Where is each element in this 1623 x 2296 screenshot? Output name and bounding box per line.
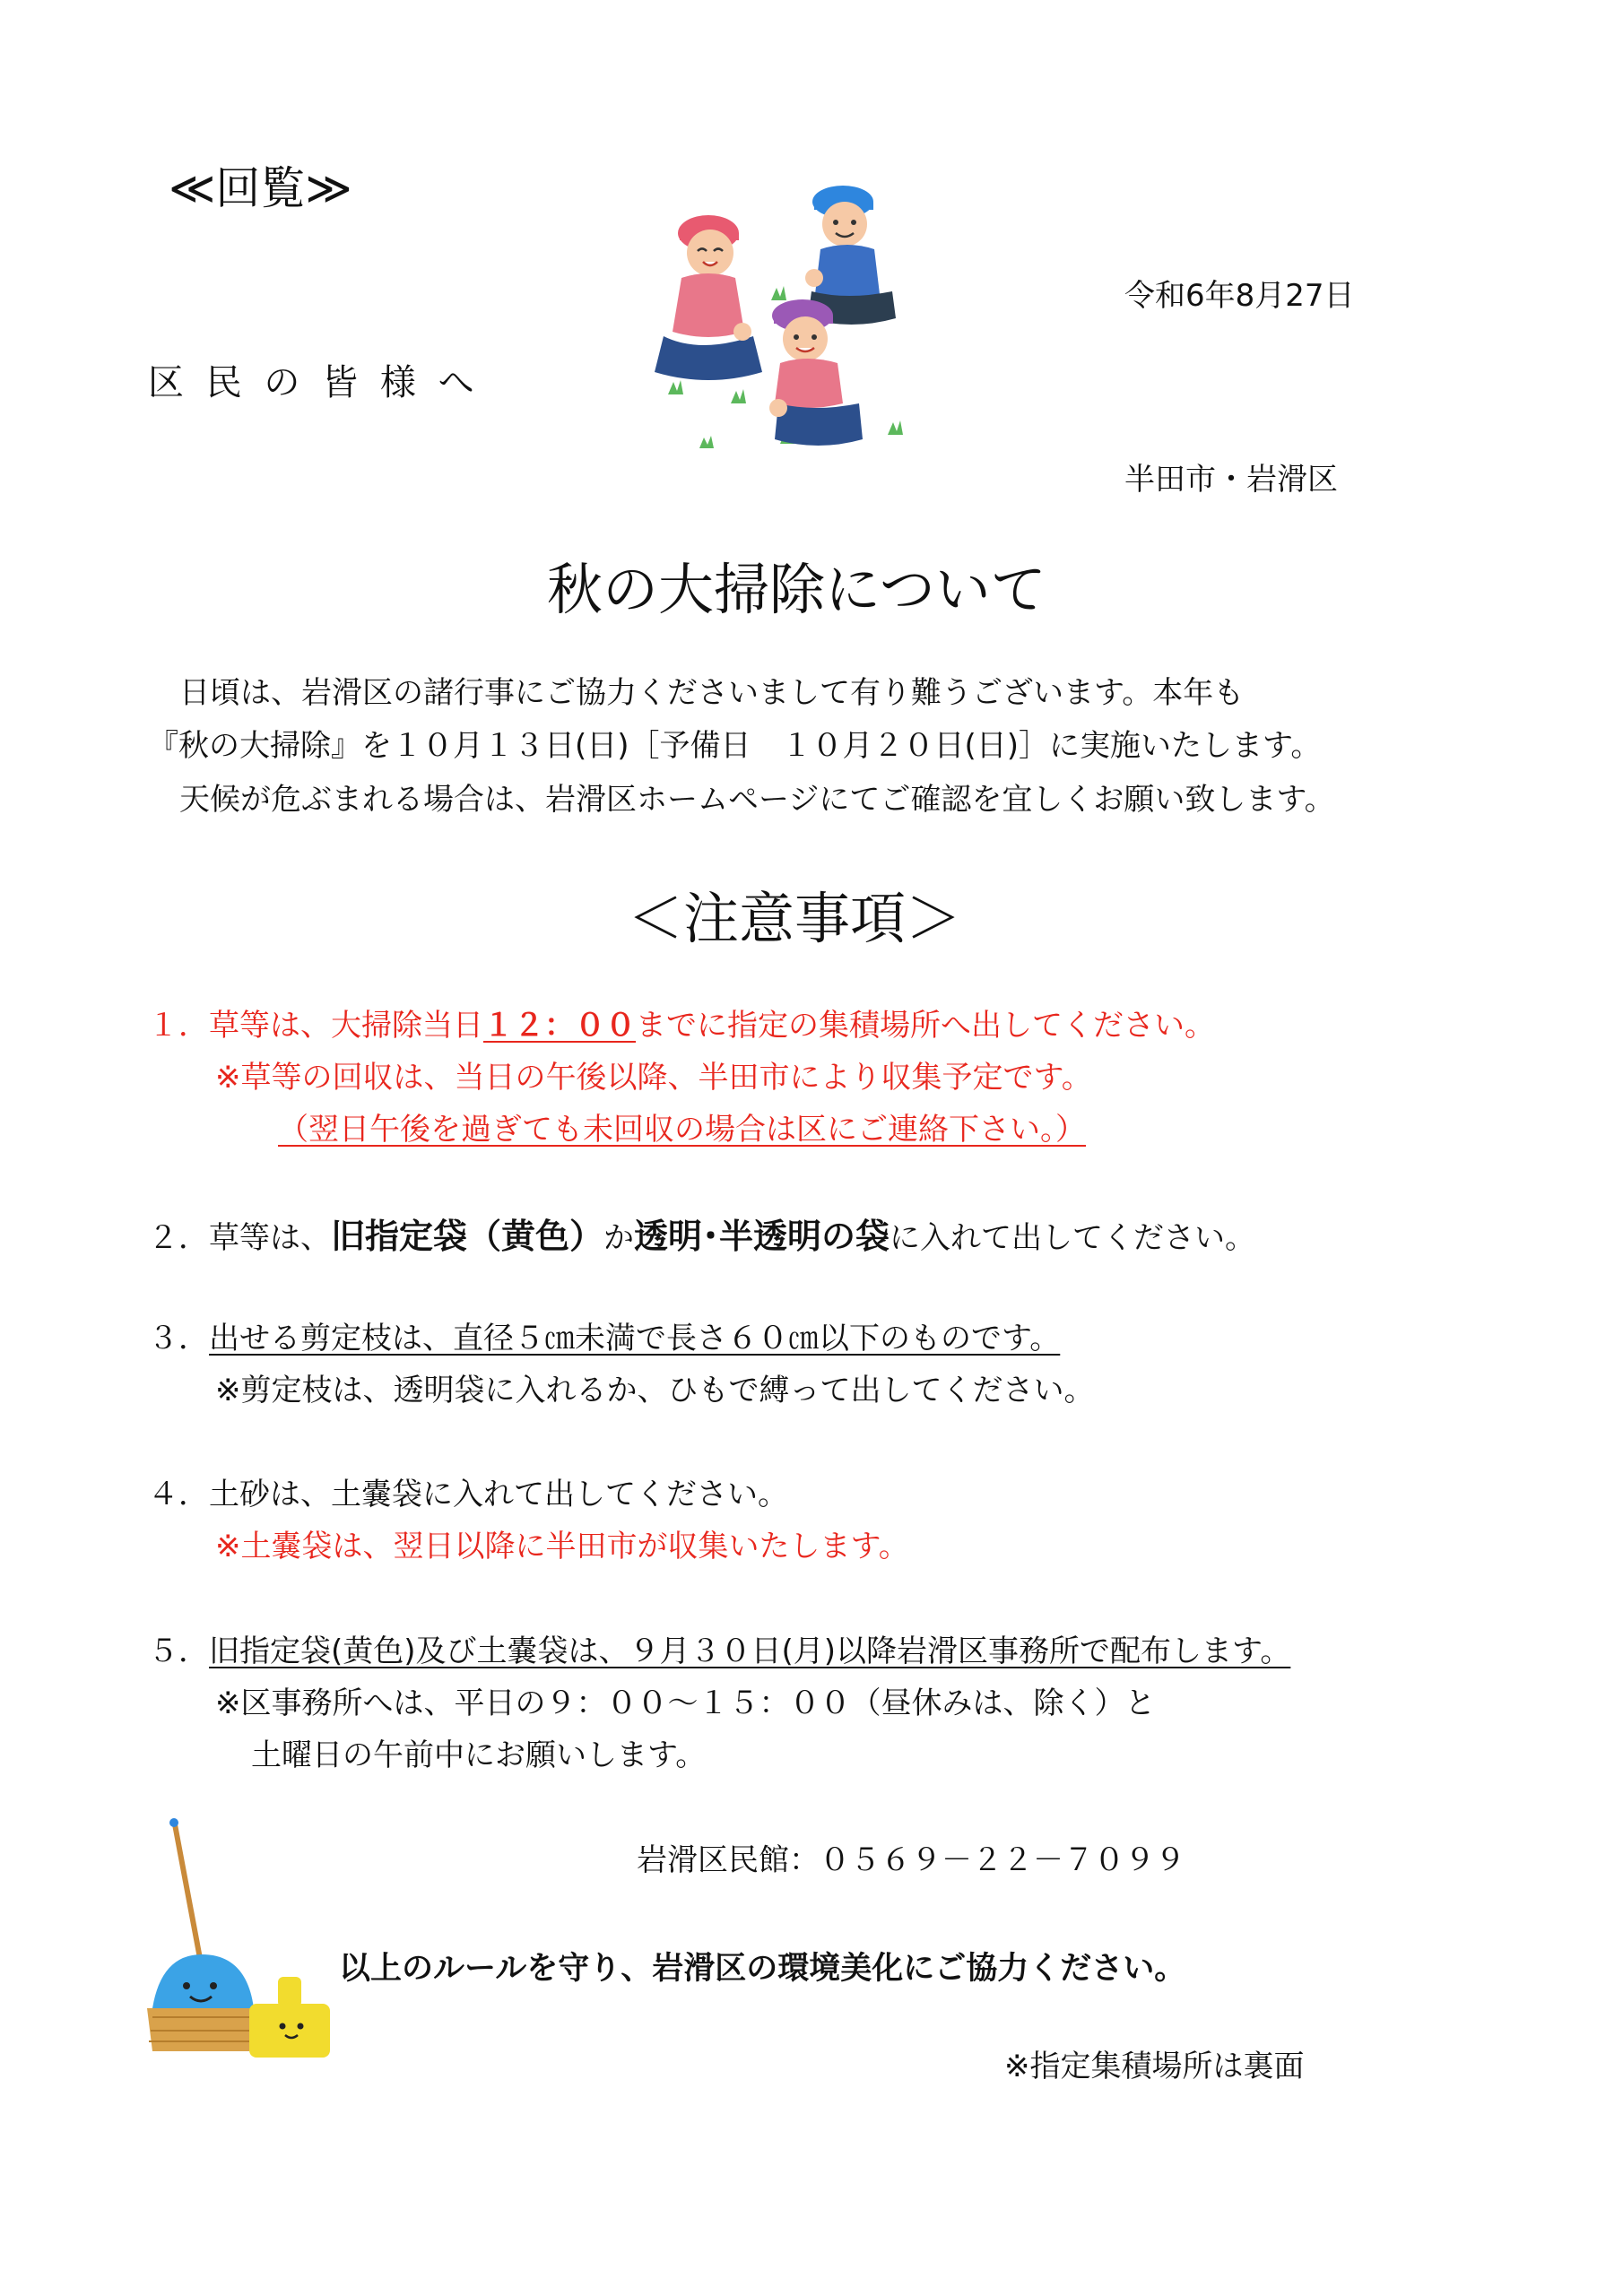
closing-message: 以上のルールを守り、岩滑区の環境美化にご協力ください。 [339,1951,1186,1987]
item-2-clear-bag: 透明･半透明の袋 [634,1217,890,1256]
addressee: 区 民 の 皆 様 へ [148,362,480,403]
sender: 半田市・岩滑区 [1124,462,1338,498]
item-5-text: 旧指定袋(黄色)及び土嚢袋は、９月３０日(月)以降岩滑区事務所で配布します。 [209,1633,1291,1669]
item-2-old-bag: 旧指定袋（黄色） [331,1217,604,1256]
page-title: 秋の大掃除について [547,557,1046,622]
item-5-number: ５． [148,1633,209,1669]
contact-phone: 岩滑区民館：０５６９－２２－７０９９ [637,1842,1185,1878]
intro-line-2: 『秋の大掃除』を１０月１３日(日)［予備日 １０月２０日(日)］に実施いたします。 [148,728,1322,764]
item-2-text-a: 草等は、 [209,1220,331,1256]
issue-date: 令和6年8月27日 [1124,278,1355,314]
item-4-note: ※土嚢袋は、翌日以降に半田市が収集いたします。 [215,1529,909,1564]
item-3 [148,1321,1060,1357]
circular-mark: ≪回覧≫ [169,162,352,214]
item-1-note: ※草等の回収は、当日の午後以降、半田市により収集予定です。 [215,1060,1092,1096]
item-4-text: 土砂は、土嚢袋に入れて出してください。 [209,1477,788,1512]
notes-heading: ＜注意事項＞ [628,886,962,951]
footnote: ※指定集積場所は裏面 [1004,2049,1305,2084]
item-2-text-c: か [603,1220,635,1256]
item-4-number: ４． [148,1477,209,1512]
item-1-text-pre: 草等は、大掃除当日 [209,1008,483,1044]
intro-line-3: 天候が危ぶまれる場合は、岩滑区ホームページにてご確認を宜しくお願い致します。 [179,782,1335,818]
item-1 [148,1008,1215,1044]
item-1-contact-note: （翌日午後を過ぎても未回収の場合は区にご連絡下さい。） [278,1112,1086,1148]
intro-line-1: 日頃は、岩滑区の諸行事にご協力くださいまして有り難うございます。本年も [179,675,1245,711]
item-4 [148,1477,788,1513]
item-3-note: ※剪定枝は、透明袋に入れるか、ひもで縛って出してください。 [215,1373,1095,1408]
item-2 [148,1217,1255,1258]
item-2-number: ２． [148,1220,209,1256]
item-2-text-e: に入れて出してください。 [890,1220,1256,1256]
item-3-text: 出せる剪定枝は、直径５㎝未満で長さ６０㎝以下のものです。 [209,1321,1061,1356]
item-5-note-1: ※区事務所へは、平日の９：００～１５：００（昼休みは、除く）と [215,1685,1156,1721]
item-1-text-post: までに指定の集積場所へ出してください。 [636,1008,1215,1044]
item-3-number: ３． [148,1321,209,1356]
item-1-number: １． [148,1008,209,1044]
item-1-deadline: １２：００ [483,1008,636,1044]
item-5-note-2: 土曜日の午前中にお願いします。 [251,1737,707,1773]
item-5 [148,1633,1290,1670]
people-weeding-illustration [646,179,924,457]
broom-and-dustpan-illustration [135,1815,341,2066]
